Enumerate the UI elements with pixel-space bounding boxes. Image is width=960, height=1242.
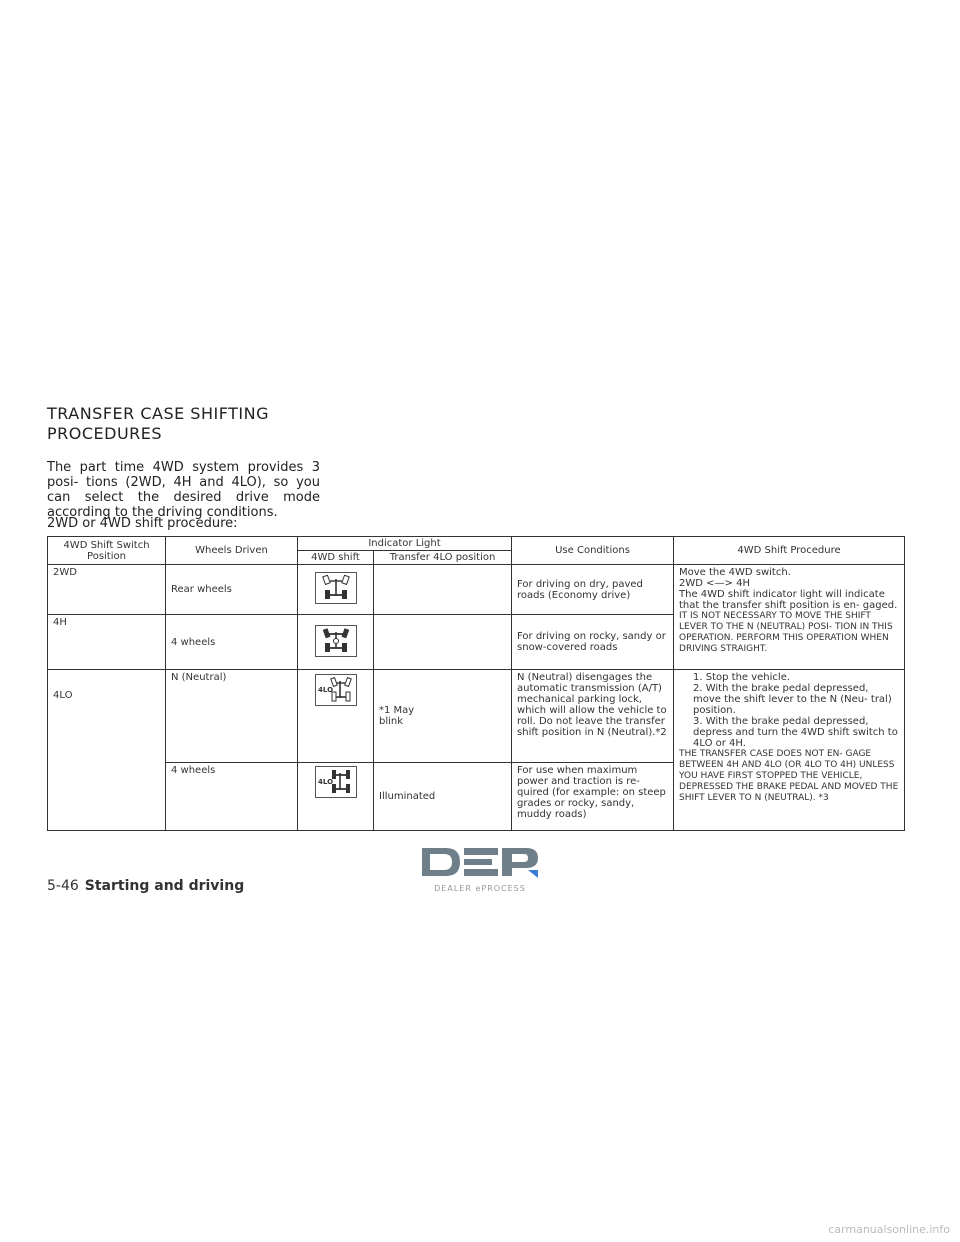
- header-shift: 4WD shift: [298, 551, 374, 565]
- row-2wd-wheels: Rear wheels: [166, 565, 298, 615]
- page-number: 5-46: [47, 878, 79, 894]
- procedure-4lo: [674, 670, 905, 831]
- row-4lo-n-icon-cell: [298, 670, 374, 763]
- procedure-step-2: 2. With the brake pedal depressed, move the shift lever to the N (Neu- tral) position.: [693, 683, 892, 716]
- 4lo-all-wheel-icon-label: 4LO: [317, 778, 333, 786]
- row-4lo-4-wheels: 4 wheels: [166, 763, 298, 831]
- 4lo-all-wheel-icon: [315, 766, 357, 798]
- procedure-2wd-4h: [674, 565, 905, 670]
- row-4lo-position: [48, 670, 166, 831]
- header-use: Use Conditions: [512, 537, 674, 565]
- procedure-steps: [679, 672, 899, 749]
- procedure-subheading: 2WD or 4WD shift procedure:: [47, 516, 238, 531]
- header-transfer: Transfer 4LO position: [374, 551, 512, 565]
- row-4lo-4-icon-cell: [298, 763, 374, 831]
- row-4h-icon-cell: [298, 615, 374, 670]
- header-procedure: 4WD Shift Procedure: [674, 537, 905, 565]
- row-4h-transfer: [374, 615, 512, 670]
- 4wd-all-axle-icon: [315, 625, 357, 657]
- page-footer: [47, 878, 244, 894]
- header-wheels: Wheels Driven: [166, 537, 298, 565]
- row-4lo-n-transfer-text: *1 May blink: [379, 705, 415, 727]
- row-4h-use: For driving on rocky, sandy or snow-covered roads: [512, 615, 674, 670]
- 2wd-rear-axle-icon: [315, 572, 357, 604]
- row-2wd-transfer: [374, 565, 512, 615]
- procedure-a-line2: 2WD <—> 4H: [679, 578, 750, 589]
- intro-paragraph: The part time 4WD system provides 3 posi- tions (2WD, 4H and 4LO), so you can select the desired drive mode according to the driving conditions.: [47, 460, 320, 520]
- row-4lo-n-use: N (Neutral) disengages the automatic transmission (A/T) mechanical parking lock, which will allow the vehicle to roll. Do not leave the transfer shift position in N (Neutral).*2: [512, 670, 674, 763]
- row-4lo-position-label: 4LO: [53, 690, 73, 701]
- procedure-a-line4: IT IS NOT NECESSARY TO MOVE THE SHIFT LEVER TO THE N (NEUTRAL) POSI- TION IN THIS OPERATION. PERFORM THIS OPERATION WHEN DRIVING STRAIGHT.: [679, 611, 893, 654]
- section-heading: TRANSFER CASE SHIFTING PROCEDURES: [47, 404, 269, 443]
- header-indicator: Indicator Light: [298, 537, 512, 551]
- 4lo-neutral-icon: [315, 674, 357, 706]
- procedure-a-line3: The 4WD shift indicator light will indicate that the transfer shift position is en- gaged.: [679, 589, 898, 611]
- shift-procedure-table: [47, 536, 905, 831]
- watermark: carmanualsonline.info: [828, 1223, 950, 1236]
- 4lo-neutral-icon-label: 4LO: [317, 686, 333, 694]
- chapter-title: Starting and driving: [84, 878, 245, 894]
- row-4h-position: 4H: [48, 615, 166, 670]
- row-4lo-n-wheels: N (Neutral): [166, 670, 298, 763]
- row-2wd-use: For driving on dry, paved roads (Economy drive): [512, 565, 674, 615]
- row-2wd-icon-cell: [298, 565, 374, 615]
- row-4h-wheels: 4 wheels: [166, 615, 298, 670]
- header-position: 4WD Shift Switch Position: [48, 537, 166, 565]
- procedure-step-3: 3. With the brake pedal depressed, depress and turn the 4WD shift switch to 4LO or 4H.: [693, 716, 898, 749]
- row-4lo-n-transfer: [374, 670, 512, 763]
- row-2wd-position: 2WD: [48, 565, 166, 615]
- procedure-b-note: THE TRANSFER CASE DOES NOT EN- GAGE BETWEEN 4H AND 4LO (OR 4LO TO 4H) UNLESS YOU HAVE FIRST STOPPED THE VEHICLE, DEPRESSED THE BRAKE PEDAL AND MOVED THE SHIFT LEVER TO N (NEUTRAL). *3: [679, 749, 899, 803]
- procedure-a-line1: Move the 4WD switch.: [679, 567, 791, 578]
- row-4lo-4-transfer: Illuminated: [374, 763, 512, 831]
- procedure-step-1: 1. Stop the vehicle.: [693, 672, 791, 683]
- logo-caption: DEALER ePROCESS: [434, 884, 526, 893]
- row-4lo-4-use: For use when maximum power and traction is re- quired (for example: on steep grades or rocky, sandy, muddy roads): [512, 763, 674, 831]
